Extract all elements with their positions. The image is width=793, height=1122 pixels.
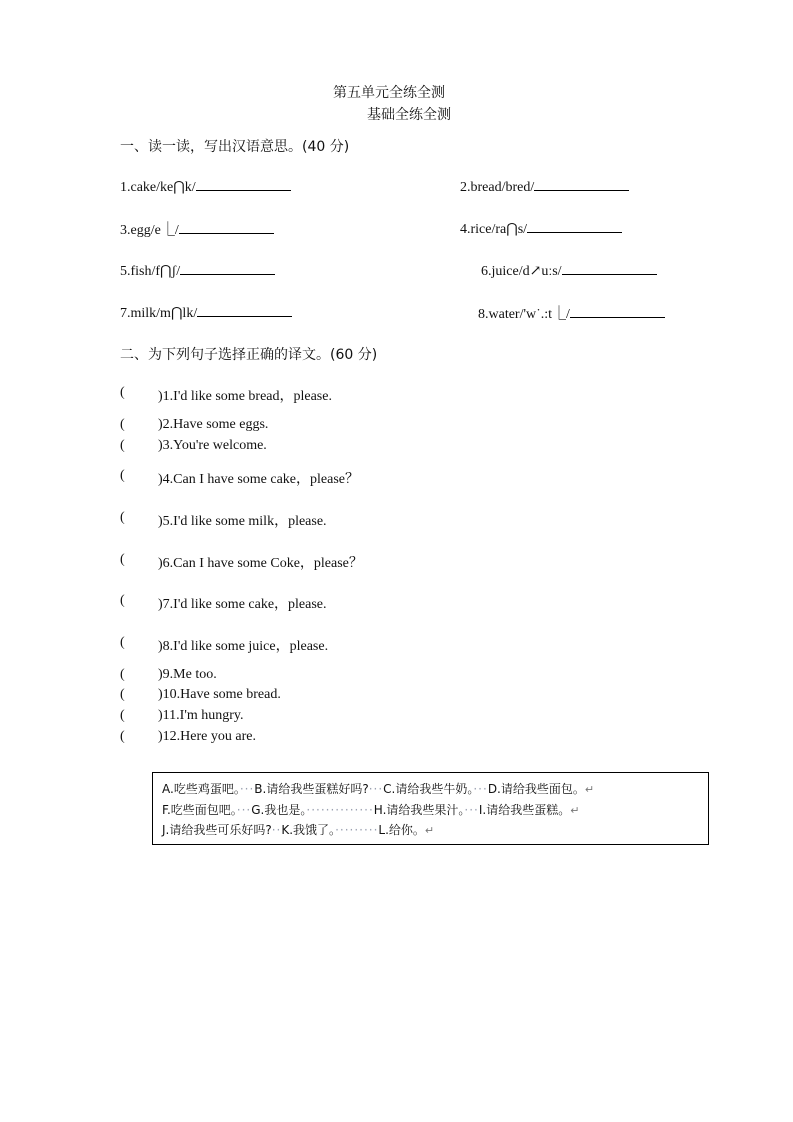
question-text: 5.I'd like some milk，please.	[162, 514, 327, 529]
question-text: 11.I'm hungry.	[162, 708, 244, 723]
question-text: 4.Can I have some cake，please？	[162, 472, 359, 487]
answer-blank[interactable]	[196, 177, 291, 191]
question-row	[120, 708, 520, 726]
option-h: H.请给我些果汁。	[373, 803, 465, 817]
answer-blank[interactable]	[570, 304, 665, 318]
vocab-item-7	[120, 303, 292, 322]
option-j: J.请给我些可乐好吗?	[162, 823, 272, 837]
option-k: K.我饿了。	[281, 823, 336, 837]
paren-open: (	[120, 729, 125, 744]
answer-blank[interactable]	[527, 219, 622, 233]
vocab-item-6	[481, 261, 657, 280]
answer-slot[interactable]: )5.I'd like some milk，please.	[158, 514, 327, 529]
question-text: 7.I'd like some cake，please.	[162, 597, 327, 612]
options-box	[152, 772, 709, 845]
section-1-heading: 一、读一读，写出汉语意思。(40 分)	[120, 139, 350, 155]
question-row	[120, 552, 520, 570]
return-mark-icon: ↵	[424, 824, 435, 837]
dot-leader: ···	[473, 782, 488, 796]
paren-open: (	[120, 687, 125, 702]
answer-slot[interactable]: )12.Here you are.	[158, 729, 256, 744]
question-row	[120, 635, 520, 653]
paren-open: (	[120, 510, 125, 525]
question-text: 10.Have some bread.	[162, 687, 281, 702]
options-line-2	[162, 801, 579, 818]
answer-slot[interactable]: )10.Have some bread.	[158, 687, 281, 702]
vocab-item-5	[120, 261, 275, 280]
page-title: 第五单元全练全测	[333, 85, 445, 101]
option-b: B.请给我些蛋糕好吗?	[254, 782, 369, 796]
dot-leader: ·········	[335, 823, 379, 837]
question-row	[120, 438, 520, 456]
vocab-text: 5.fish/f⋂ʃ/	[120, 264, 181, 279]
option-l: L.给你。	[378, 823, 425, 837]
option-g: G.我也是。	[251, 803, 307, 817]
answer-slot[interactable]: )1.I'd like some bread，please.	[158, 389, 332, 404]
vocab-text: 6.juice/d↗uːs/	[481, 264, 562, 279]
dot-leader: ··············	[306, 803, 374, 817]
paren-open: (	[120, 593, 125, 608]
vocab-text: 7.milk/m⋂lk/	[120, 306, 198, 321]
question-text: 9.Me too.	[162, 667, 217, 682]
paren-open: (	[120, 417, 125, 432]
question-row	[120, 417, 520, 435]
answer-slot[interactable]: )8.I'd like some juice，please.	[158, 639, 329, 654]
dot-leader: ···	[464, 803, 479, 817]
answer-slot[interactable]: )6.Can I have some Coke，please？	[158, 556, 363, 571]
return-mark-icon: ↵	[570, 804, 580, 817]
paren-open: (	[120, 552, 125, 567]
answer-blank[interactable]	[197, 303, 292, 317]
vocab-item-2	[460, 177, 629, 196]
paren-open: (	[120, 438, 125, 453]
paren-open: (	[120, 468, 125, 483]
answer-blank[interactable]	[534, 177, 629, 191]
question-text: 3.You're welcome.	[162, 438, 267, 453]
answer-slot[interactable]: )7.I'd like some cake，please.	[158, 597, 327, 612]
question-row	[120, 667, 520, 685]
option-d: D.请给我些面包。	[487, 782, 585, 796]
vocab-text: 4.rice/ra⋂s/	[460, 222, 528, 237]
answer-blank[interactable]	[180, 261, 275, 275]
answer-slot[interactable]: )3.You're welcome.	[158, 438, 267, 453]
answer-slot[interactable]: )2.Have some eggs.	[158, 417, 269, 432]
vocab-text: 3.egg/e⎿/	[120, 223, 179, 238]
question-row	[120, 593, 520, 611]
question-row	[120, 687, 520, 705]
answer-slot[interactable]: )4.Can I have some cake，please？	[158, 472, 359, 487]
vocab-item-3	[120, 219, 274, 239]
paren-open: (	[120, 635, 125, 650]
question-row	[120, 385, 520, 403]
paren-open: (	[120, 667, 125, 682]
question-text: 8.I'd like some juice，please.	[162, 639, 329, 654]
option-c: C.请给我些牛奶。	[383, 782, 474, 796]
question-text: 12.Here you are.	[162, 729, 256, 744]
question-row	[120, 468, 520, 486]
page-subtitle: 基础全练全测	[367, 107, 451, 123]
question-text: 6.Can I have some Coke，please？	[162, 556, 363, 571]
question-row	[120, 510, 520, 528]
option-f: F.吃些面包吧。	[162, 803, 237, 817]
vocab-text: 8.water/'w˙.:t⎿/	[478, 307, 570, 322]
dot-leader: ···	[236, 803, 252, 817]
dot-leader: ···	[368, 782, 384, 796]
paren-open: (	[120, 708, 125, 723]
answer-blank[interactable]	[562, 261, 657, 275]
paren-open: (	[120, 385, 125, 400]
return-mark-icon: ↵	[584, 783, 595, 796]
vocab-text: 1.cake/ke⋂k/	[120, 180, 196, 195]
vocab-text: 2.bread/bred/	[460, 180, 535, 195]
dot-leader: ··	[271, 823, 282, 837]
vocab-item-4	[460, 219, 622, 238]
vocab-item-1	[120, 177, 291, 196]
options-line-3	[162, 821, 434, 838]
question-row	[120, 729, 520, 747]
option-i: I.请给我些蛋糕。	[478, 803, 571, 817]
options-line-1	[162, 780, 594, 797]
question-text: 1.I'd like some bread，please.	[162, 389, 332, 404]
section-2-heading: 二、为下列句子选择正确的译文。(60 分)	[120, 347, 378, 363]
dot-leader: ···	[239, 782, 255, 796]
vocab-item-8	[478, 303, 665, 323]
answer-slot[interactable]: )11.I'm hungry.	[158, 708, 244, 723]
option-a: A.吃些鸡蛋吧。	[162, 782, 240, 796]
answer-blank[interactable]	[179, 220, 274, 234]
answer-slot[interactable]: )9.Me too.	[158, 667, 217, 682]
question-text: 2.Have some eggs.	[162, 417, 269, 432]
